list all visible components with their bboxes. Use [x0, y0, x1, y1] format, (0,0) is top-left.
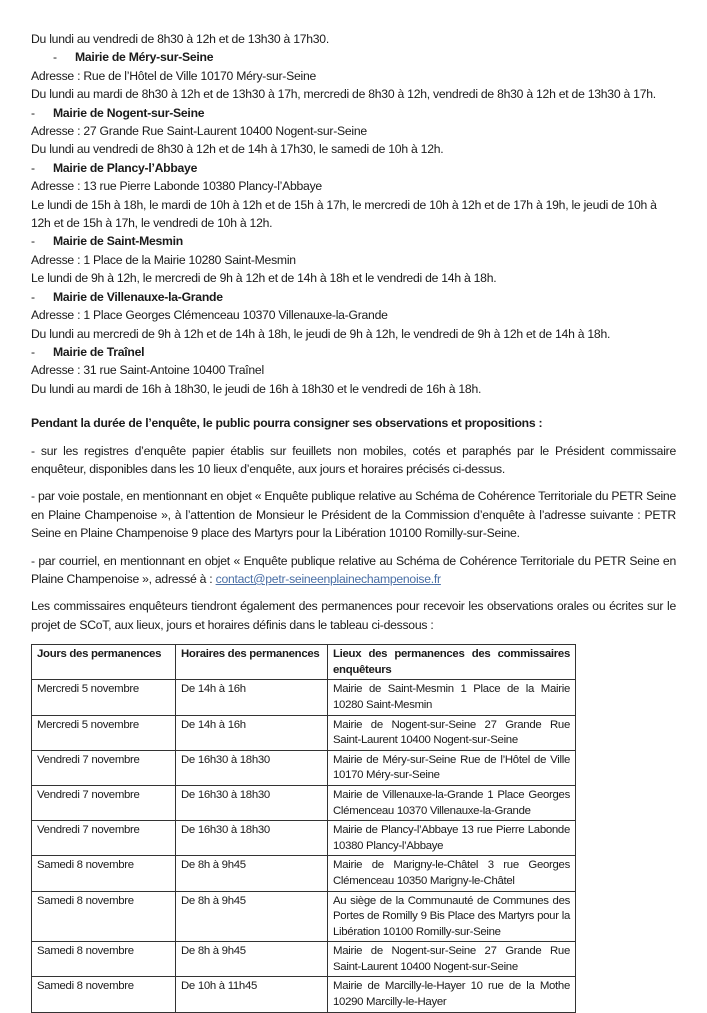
option-registres: - sur les registres d’enquête papier établis sur feuillets non mobiles, cotés et paraphés par le Président commissaire enquêteur, disponibles dans les 10 lieux d’enquête, aux jours et horaires précisés ci-dessus. — [31, 443, 676, 476]
mairie-address: Adresse : 1 Place Georges Clémenceau 10370 Villenauxe-la-Grande — [31, 308, 388, 323]
mairie-address: Adresse : 27 Grande Rue Saint-Laurent 10400 Nogent-sur-Seine — [31, 124, 367, 139]
cell-lieu: Mairie de Saint-Mesmin 1 Place de la Mairie 10280 Saint-Mesmin — [328, 680, 576, 715]
mairie-heading — [31, 104, 676, 122]
table-row — [32, 680, 576, 715]
cell-jour: Mercredi 5 novembre — [32, 715, 176, 750]
mairie-hours: Le lundi de 9h à 12h, le mercredi de 9h à 12h et de 14h à 18h et le vendredi de 14h à 18h. — [31, 271, 497, 286]
mairie-name: Mairie de Saint-Mesmin — [53, 234, 183, 249]
mairie-hours: Le lundi de 15h à 18h, le mardi de 10h à 12h et de 15h à 17h, le mercredi de 10h à 12h et de 17h à 19h, le jeudi de 10h à 12h et de 15h à 17h, le vendredi de 10h à 12h. — [31, 197, 657, 231]
mairie-name: Mairie de Villenauxe-la-Grande — [53, 289, 223, 304]
cell-jour: Vendredi 7 novembre — [32, 821, 176, 856]
cell-jour: Samedi 8 novembre — [32, 942, 176, 977]
cell-jour: Vendredi 7 novembre — [32, 785, 176, 820]
cell-jour: Samedi 8 novembre — [32, 977, 176, 1012]
mairie-address: Adresse : 31 rue Saint-Antoine 10400 Traînel — [31, 363, 264, 378]
bullet-dash: - — [31, 105, 35, 120]
table-row — [32, 785, 576, 820]
permanences-intro: Les commissaires enquêteurs tiendront également des permanences pour recevoir les observations orales ou écrites sur le projet de SCoT, aux lieux, jours et horaires définis dans le tableau ci-dessous : — [31, 599, 676, 632]
cell-horaire: De 10h à 11h45 — [176, 977, 328, 1012]
mairie-section — [31, 48, 676, 103]
table-row — [32, 891, 576, 942]
mairie-address: Adresse : 13 rue Pierre Labonde 10380 Plancy-l’Abbaye — [31, 179, 322, 194]
mairie-hours: Du lundi au mardi de 16h à 18h30, le jeudi de 16h à 18h30 et le vendredi de 16h à 18h. — [31, 381, 482, 396]
bullet-dash: - — [31, 160, 35, 175]
mairie-hours: Du lundi au mardi de 8h30 à 12h et de 13h30 à 17h, mercredi de 8h30 à 12h, vendredi de 8h30 à 12h et de 13h30 à 17h. — [31, 87, 656, 102]
mairie-address: Adresse : 1 Place de la Mairie 10280 Saint-Mesmin — [31, 252, 296, 267]
option-postale: - par voie postale, en mentionnant en objet « Enquête publique relative au Schéma de Cohérence Territoriale du PETR Seine en Plaine Champenoise », à l’attention de Monsieur le Président de la Commission d’enquête à l’adresse suivante : PETR Seine en Plaine Champenoise 9 place des Martyrs pour la Libération 10100 Romilly-sur-Seine. — [31, 489, 676, 541]
mairie-name: Mairie de Traînel — [53, 344, 145, 359]
cell-lieu: Mairie de Nogent-sur-Seine 27 Grande Rue Saint-Laurent 10400 Nogent-sur-Seine — [328, 715, 576, 750]
mairie-section — [31, 232, 676, 287]
mairie-heading — [31, 343, 676, 361]
mairie-name: Mairie de Méry-sur-Seine — [75, 50, 214, 65]
cell-horaire: De 16h30 à 18h30 — [176, 785, 328, 820]
mairie-address: Adresse : Rue de l’Hôtel de Ville 10170 Méry-sur-Seine — [31, 68, 317, 83]
mairie-name: Mairie de Nogent-sur-Seine — [53, 105, 205, 120]
cell-horaire: De 8h à 9h45 — [176, 942, 328, 977]
permanences-table-body — [32, 680, 576, 1012]
table-row — [32, 942, 576, 977]
cell-horaire: De 14h à 16h — [176, 680, 328, 715]
intro-hours: Du lundi au vendredi de 8h30 à 12h et de 13h30 à 17h30. — [31, 32, 329, 46]
cell-horaire: De 16h30 à 18h30 — [176, 821, 328, 856]
cell-jour: Samedi 8 novembre — [32, 856, 176, 891]
cell-lieu: Mairie de Villenauxe-la-Grande 1 Place Georges Clémenceau 10370 Villenauxe-la-Grande — [328, 785, 576, 820]
cell-horaire: De 16h30 à 18h30 — [176, 750, 328, 785]
table-row — [32, 715, 576, 750]
permanences-table — [31, 644, 576, 1012]
cell-lieu: Mairie de Nogent-sur-Seine 27 Grande Rue Saint-Laurent 10400 Nogent-sur-Seine — [328, 942, 576, 977]
cell-lieu: Mairie de Méry-sur-Seine Rue de l’Hôtel de Ville 10170 Méry-sur-Seine — [328, 750, 576, 785]
cell-horaire: De 14h à 16h — [176, 715, 328, 750]
mairie-name: Mairie de Plancy-l’Abbaye — [53, 160, 198, 175]
contact-email-link[interactable]: contact@petr-seineenplainechampenoise.fr — [215, 571, 441, 586]
option-courriel — [31, 552, 676, 589]
cell-lieu: Mairie de Marcilly-le-Hayer 10 rue de la Mothe 10290 Marcilly-le-Hayer — [328, 977, 576, 1012]
document-page — [31, 30, 676, 1013]
cell-lieu: Mairie de Marigny-le-Châtel 3 rue Georges Clémenceau 10350 Marigny-le-Châtel — [328, 856, 576, 891]
bullet-dash: - — [53, 50, 57, 65]
option-courriel-text: - par courriel, en mentionnant en objet « Enquête publique relative au Schéma de Cohérence Territoriale du PETR Seine en Plaine Champenoise », adressé à : — [31, 553, 676, 586]
table-row — [32, 977, 576, 1012]
table-header-row — [32, 645, 576, 680]
mairie-heading — [31, 288, 676, 306]
header-horaires: Horaires des permanences — [176, 645, 328, 680]
header-lieux: Lieux des permanences des commissaires enquêteurs — [328, 645, 576, 680]
mairie-section — [31, 288, 676, 343]
mairie-heading — [31, 232, 676, 250]
table-row — [32, 856, 576, 891]
cell-horaire: De 8h à 9h45 — [176, 856, 328, 891]
mairie-section — [31, 343, 676, 398]
bullet-dash: - — [31, 344, 35, 359]
cell-jour: Samedi 8 novembre — [32, 891, 176, 942]
mairie-section — [31, 159, 676, 233]
cell-lieu: Mairie de Plancy-l’Abbaye 13 rue Pierre Labonde 10380 Plancy-l’Abbaye — [328, 821, 576, 856]
mairie-heading — [31, 159, 676, 177]
mairie-section — [31, 104, 676, 159]
bullet-dash: - — [31, 234, 35, 249]
cell-lieu: Au siège de la Communauté de Communes des Portes de Romilly 9 Bis Place des Martyrs pour la Libération 10100 Romilly-sur-Seine — [328, 891, 576, 942]
table-row — [32, 821, 576, 856]
mairie-hours: Du lundi au vendredi de 8h30 à 12h et de 14h à 17h30, le samedi de 10h à 12h. — [31, 142, 444, 157]
cell-jour: Mercredi 5 novembre — [32, 680, 176, 715]
table-row — [32, 750, 576, 785]
header-jours: Jours des permanences — [32, 645, 176, 680]
bullet-dash: - — [31, 289, 35, 304]
observations-heading: Pendant la durée de l’enquête, le public pourra consigner ses observations et propositions : — [31, 416, 543, 431]
cell-jour: Vendredi 7 novembre — [32, 750, 176, 785]
cell-horaire: De 8h à 9h45 — [176, 891, 328, 942]
mairie-heading — [31, 48, 676, 66]
mairie-hours: Du lundi au mercredi de 9h à 12h et de 14h à 18h, le jeudi de 9h à 12h, le vendredi de 9h à 12h et de 14h à 18h. — [31, 326, 611, 341]
